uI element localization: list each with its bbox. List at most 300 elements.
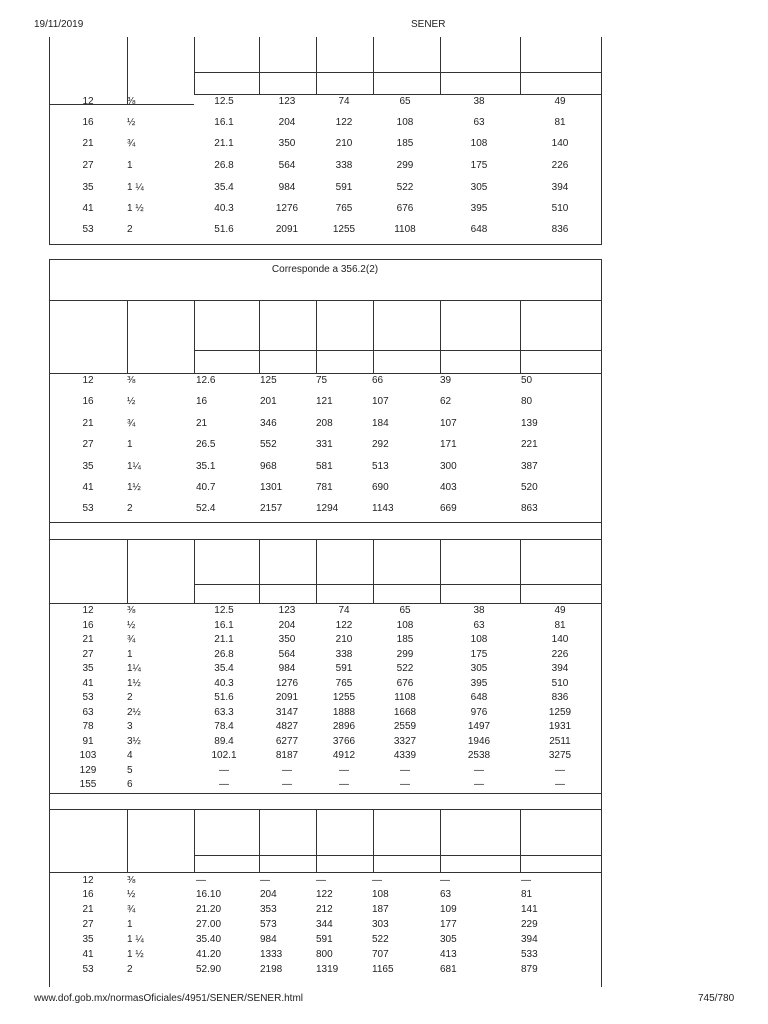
table-cell: — bbox=[521, 875, 531, 886]
table-cell: 63 bbox=[82, 706, 94, 718]
table-cell: 62 bbox=[440, 396, 452, 407]
table-cell: 1 ¼ bbox=[127, 182, 144, 193]
table-cell: 1276 bbox=[275, 203, 299, 214]
table-cell: 52.4 bbox=[196, 503, 216, 514]
table-cell: 122 bbox=[335, 117, 353, 128]
table-cell: 331 bbox=[316, 439, 333, 450]
table-cell: 1255 bbox=[332, 224, 356, 235]
rule-line bbox=[440, 300, 441, 373]
footer-page-number: 745/780 bbox=[698, 993, 735, 1004]
table-cell: 12.5 bbox=[214, 96, 234, 107]
table-cell: 103 bbox=[79, 750, 97, 761]
table-cell: 690 bbox=[372, 482, 389, 493]
table-cell: 74 bbox=[338, 96, 350, 107]
table-cell: 394 bbox=[521, 934, 538, 945]
table-cell: 1497 bbox=[467, 721, 491, 732]
rule-line bbox=[601, 809, 602, 987]
table-cell: 781 bbox=[316, 482, 333, 493]
table-cell: 1259 bbox=[548, 706, 572, 718]
table-cell: 344 bbox=[316, 919, 333, 930]
rule-line bbox=[49, 603, 602, 604]
table-cell: 41 bbox=[82, 203, 94, 214]
table-cell: 765 bbox=[335, 677, 353, 689]
table-cell: 12.5 bbox=[214, 605, 234, 616]
table-cell: 299 bbox=[396, 160, 414, 171]
table-cell: 1255 bbox=[332, 692, 356, 703]
table-cell: 800 bbox=[316, 949, 333, 960]
table-cell: 299 bbox=[396, 648, 414, 660]
table-cell: 41 bbox=[82, 677, 94, 689]
table-cell: 836 bbox=[551, 692, 569, 703]
table-cell: 1108 bbox=[394, 224, 416, 235]
table-cell: 1165 bbox=[372, 964, 394, 975]
table-cell: 513 bbox=[372, 461, 389, 472]
table-cell: 581 bbox=[316, 461, 333, 472]
rule-line bbox=[373, 37, 374, 95]
rule-line bbox=[316, 300, 317, 373]
table-caption: Corresponde a 356.2(2) bbox=[271, 264, 379, 275]
table-cell: 836 bbox=[551, 224, 569, 235]
rule-line bbox=[49, 37, 50, 245]
table-cell: 1333 bbox=[260, 949, 283, 960]
table-cell: 108 bbox=[470, 634, 488, 645]
table-cell: 75 bbox=[316, 375, 328, 386]
table-cell: 65 bbox=[399, 605, 411, 616]
table-cell: 346 bbox=[260, 418, 277, 429]
rule-line bbox=[601, 539, 602, 809]
table-cell: 1319 bbox=[316, 964, 339, 975]
table-cell: 1108 bbox=[394, 692, 416, 703]
rule-line bbox=[194, 300, 195, 373]
table-cell: 522 bbox=[396, 663, 414, 674]
table-cell: 210 bbox=[335, 634, 353, 645]
rule-line bbox=[316, 809, 317, 872]
table-cell: 226 bbox=[551, 160, 569, 171]
table-cell: 91 bbox=[82, 735, 94, 747]
table-cell: 27 bbox=[82, 648, 94, 660]
table-cell: 140 bbox=[551, 634, 569, 645]
table-cell: — bbox=[260, 875, 270, 886]
table-cell: 38 bbox=[473, 96, 485, 107]
table-cell: — bbox=[372, 875, 382, 886]
table-cell: 2 bbox=[127, 964, 133, 975]
rule-line bbox=[49, 244, 602, 245]
table-cell: 350 bbox=[278, 138, 296, 149]
table-cell: 208 bbox=[316, 418, 333, 429]
table-cell: 591 bbox=[335, 182, 353, 193]
table-cell: 2 bbox=[127, 224, 133, 235]
rule-line bbox=[194, 37, 195, 95]
table-cell: — bbox=[555, 779, 565, 790]
rule-line bbox=[127, 300, 128, 373]
rule-line bbox=[194, 539, 195, 603]
rule-line bbox=[127, 37, 128, 105]
table-cell: 338 bbox=[335, 648, 353, 660]
table-cell: ¾ bbox=[127, 904, 136, 915]
table-cell: 552 bbox=[260, 439, 277, 450]
table-cell: ¾ bbox=[127, 138, 136, 149]
table-cell: 681 bbox=[440, 964, 457, 975]
table-cell: 2896 bbox=[332, 721, 356, 732]
table-cell: 3275 bbox=[548, 750, 572, 761]
table-cell: 204 bbox=[278, 117, 296, 128]
table-cell: 108 bbox=[396, 117, 414, 128]
table-cell: 16 bbox=[82, 396, 94, 407]
table-cell: 591 bbox=[335, 663, 353, 674]
table-cell: — bbox=[555, 764, 565, 776]
table-cell: — bbox=[400, 779, 410, 790]
table-cell: 984 bbox=[260, 934, 277, 945]
table-cell: 53 bbox=[82, 224, 94, 235]
table-cell: 1 ¼ bbox=[127, 934, 144, 945]
table-cell: 210 bbox=[335, 138, 353, 149]
table-cell: 21.1 bbox=[214, 138, 234, 149]
table-cell: 413 bbox=[440, 949, 457, 960]
table-cell: 27 bbox=[82, 439, 94, 450]
table-cell: 305 bbox=[470, 182, 488, 193]
table-cell: 51.6 bbox=[214, 224, 234, 235]
table-cell: 12 bbox=[82, 875, 94, 886]
table-cell: ⅜ bbox=[127, 375, 136, 386]
table-cell: 2198 bbox=[260, 964, 283, 975]
table-cell: 2157 bbox=[260, 503, 283, 514]
table-cell: 564 bbox=[278, 648, 296, 660]
table-cell: 63 bbox=[473, 117, 485, 128]
table-cell: 26.5 bbox=[196, 439, 216, 450]
table-cell: 1668 bbox=[393, 706, 417, 718]
table-cell: 108 bbox=[470, 138, 488, 149]
table-cell: — bbox=[339, 764, 349, 776]
table-cell: 669 bbox=[440, 503, 457, 514]
table-cell: 16 bbox=[82, 619, 94, 631]
table-cell: 52.90 bbox=[196, 964, 222, 975]
table-cell: 212 bbox=[316, 904, 333, 915]
table-cell: 21 bbox=[82, 904, 94, 915]
table-cell: 185 bbox=[396, 138, 414, 149]
table-cell: 2091 bbox=[275, 692, 299, 703]
table-cell: 2 bbox=[127, 503, 133, 514]
table-cell: 39 bbox=[440, 375, 452, 386]
table-cell: — bbox=[219, 764, 229, 776]
table-cell: 676 bbox=[396, 677, 414, 689]
table-cell: 564 bbox=[278, 160, 296, 171]
table-cell: — bbox=[474, 779, 484, 790]
table-cell: 1888 bbox=[332, 706, 356, 718]
table-cell: 155 bbox=[79, 779, 97, 790]
rule-line bbox=[49, 793, 602, 794]
table-cell: 122 bbox=[316, 889, 333, 900]
table-cell: 16 bbox=[196, 396, 208, 407]
table-cell: 394 bbox=[551, 182, 569, 193]
table-cell: 80 bbox=[521, 396, 533, 407]
table-cell: 863 bbox=[521, 503, 538, 514]
table-cell: 394 bbox=[551, 663, 569, 674]
table-cell: 2559 bbox=[393, 721, 417, 732]
rule-line bbox=[127, 809, 128, 872]
table-cell: 1294 bbox=[316, 503, 339, 514]
rule-line bbox=[373, 300, 374, 373]
table-cell: 533 bbox=[521, 949, 538, 960]
table-cell: 109 bbox=[440, 904, 457, 915]
table-cell: 16.10 bbox=[196, 889, 222, 900]
table-cell: 78 bbox=[82, 721, 94, 732]
table-cell: 2511 bbox=[549, 735, 571, 747]
table-cell: 177 bbox=[440, 919, 457, 930]
table-cell: 1 ½ bbox=[127, 949, 144, 960]
table-cell: 40.3 bbox=[214, 203, 234, 214]
table-cell: 707 bbox=[372, 949, 389, 960]
table-cell: 175 bbox=[470, 648, 488, 660]
table-cell: 591 bbox=[316, 934, 333, 945]
table-cell: ¾ bbox=[127, 418, 136, 429]
rule-line bbox=[259, 539, 260, 603]
table-cell: 12 bbox=[82, 96, 94, 107]
table-cell: 522 bbox=[372, 934, 389, 945]
rule-line bbox=[440, 539, 441, 603]
table-cell: 50 bbox=[521, 375, 533, 386]
rule-line bbox=[316, 539, 317, 603]
table-cell: 984 bbox=[278, 182, 296, 193]
table-cell: 12.6 bbox=[196, 375, 216, 386]
table-cell: 27 bbox=[82, 160, 94, 171]
rule-line bbox=[373, 809, 374, 872]
table-cell: 35 bbox=[82, 182, 94, 193]
table-cell: — bbox=[196, 875, 206, 886]
table-cell: 1¼ bbox=[127, 461, 141, 472]
table-cell: 21.20 bbox=[196, 904, 222, 915]
table-cell: 1¼ bbox=[127, 663, 141, 674]
table-cell: 74 bbox=[338, 605, 350, 616]
table-cell: 141 bbox=[521, 904, 538, 915]
table-cell: 1½ bbox=[127, 482, 141, 493]
rule-line bbox=[520, 539, 521, 603]
table-cell: 21.1 bbox=[214, 634, 234, 645]
rule-line bbox=[49, 872, 602, 873]
table-cell: 5 bbox=[127, 764, 133, 776]
table-cell: 27 bbox=[82, 919, 94, 930]
table-cell: — bbox=[282, 779, 292, 790]
table-cell: 16.1 bbox=[214, 117, 234, 128]
table-cell: ½ bbox=[127, 619, 136, 631]
table-cell: 353 bbox=[260, 904, 277, 915]
table-cell: 12 bbox=[82, 605, 94, 616]
table-cell: 395 bbox=[470, 677, 488, 689]
table-cell: 522 bbox=[396, 182, 414, 193]
table-cell: 51.6 bbox=[214, 692, 234, 703]
table-cell: 403 bbox=[440, 482, 457, 493]
table-cell: 201 bbox=[260, 396, 277, 407]
table-cell: 185 bbox=[396, 634, 414, 645]
table-cell: 510 bbox=[551, 677, 569, 689]
table-cell: 26.8 bbox=[214, 160, 234, 171]
table-cell: 4 bbox=[127, 750, 133, 761]
rule-line bbox=[259, 809, 260, 872]
table-cell: 12 bbox=[82, 375, 94, 386]
table-cell: 3½ bbox=[127, 735, 141, 747]
rule-line bbox=[49, 373, 602, 374]
table-cell: 1½ bbox=[127, 677, 141, 689]
table-cell: 35.1 bbox=[196, 461, 216, 472]
table-cell: 8187 bbox=[275, 750, 299, 761]
rule-line bbox=[259, 37, 260, 95]
table-cell: 108 bbox=[396, 619, 414, 631]
table-cell: 2091 bbox=[275, 224, 299, 235]
table-cell: 49 bbox=[554, 605, 566, 616]
table-cell: 81 bbox=[554, 117, 566, 128]
rule-line bbox=[127, 539, 128, 603]
table-cell: 187 bbox=[372, 904, 389, 915]
rule-line bbox=[373, 539, 374, 603]
table-cell: 81 bbox=[554, 619, 566, 631]
table-cell: 1 bbox=[127, 439, 133, 450]
table-cell: 35 bbox=[82, 934, 94, 945]
table-cell: 16.1 bbox=[214, 619, 234, 631]
table-cell: 676 bbox=[396, 203, 414, 214]
table-cell: 2 bbox=[127, 692, 133, 703]
table-cell: 3327 bbox=[393, 735, 417, 747]
table-cell: 6277 bbox=[275, 735, 299, 747]
table-cell: 123 bbox=[278, 605, 296, 616]
table-cell: 520 bbox=[521, 482, 538, 493]
table-cell: 16 bbox=[82, 889, 94, 900]
table-cell: ⅜ bbox=[127, 605, 136, 616]
table-cell: 221 bbox=[521, 439, 538, 450]
table-cell: 984 bbox=[278, 663, 296, 674]
table-cell: 122 bbox=[335, 619, 353, 631]
table-cell: 1 bbox=[127, 919, 133, 930]
table-cell: 102.1 bbox=[211, 750, 237, 761]
table-cell: 53 bbox=[82, 964, 94, 975]
table-cell: 107 bbox=[440, 418, 457, 429]
table-cell: 171 bbox=[440, 439, 457, 450]
header-title: SENER bbox=[411, 19, 446, 30]
rule-line bbox=[49, 522, 602, 523]
table-cell: 41 bbox=[82, 949, 94, 960]
table-cell: 38 bbox=[473, 605, 485, 616]
table-cell: 63.3 bbox=[214, 706, 234, 718]
table-cell: 49 bbox=[554, 96, 566, 107]
table-cell: 300 bbox=[440, 461, 457, 472]
table-cell: 40.3 bbox=[214, 677, 234, 689]
table-cell: 395 bbox=[470, 203, 488, 214]
rule-line bbox=[49, 259, 602, 260]
table-cell: 292 bbox=[372, 439, 389, 450]
rule-line bbox=[601, 259, 602, 539]
table-cell: 765 bbox=[335, 203, 353, 214]
table-cell: — bbox=[339, 779, 349, 790]
rule-line bbox=[259, 300, 260, 373]
table-cell: 229 bbox=[521, 919, 538, 930]
table-cell: 16 bbox=[82, 117, 94, 128]
table-cell: 89.4 bbox=[214, 735, 234, 747]
table-cell: 338 bbox=[335, 160, 353, 171]
table-cell: 175 bbox=[470, 160, 488, 171]
table-cell: 4912 bbox=[332, 750, 356, 761]
table-cell: ½ bbox=[127, 889, 136, 900]
table-cell: ½ bbox=[127, 396, 136, 407]
table-cell: 27.00 bbox=[196, 919, 222, 930]
table-cell: 510 bbox=[551, 203, 569, 214]
table-cell: 21 bbox=[196, 418, 208, 429]
table-cell: 879 bbox=[521, 964, 538, 975]
table-cell: 6 bbox=[127, 779, 133, 790]
table-cell: 648 bbox=[470, 692, 488, 703]
table-cell: 350 bbox=[278, 634, 296, 645]
table-cell: 976 bbox=[470, 706, 488, 718]
table-cell: 303 bbox=[372, 919, 389, 930]
table-cell: 1301 bbox=[260, 482, 283, 493]
rule-line bbox=[194, 72, 601, 73]
table-cell: 129 bbox=[79, 764, 97, 776]
table-cell: 573 bbox=[260, 919, 277, 930]
table-cell: 2538 bbox=[467, 750, 491, 761]
table-cell: 21 bbox=[82, 418, 94, 429]
table-cell: 21 bbox=[82, 634, 94, 645]
table-cell: 35 bbox=[82, 663, 94, 674]
table-cell: 41.20 bbox=[196, 949, 222, 960]
table-cell: 63 bbox=[440, 889, 452, 900]
table-cell: 387 bbox=[521, 461, 538, 472]
header-date: 19/11/2019 bbox=[34, 19, 84, 30]
table-cell: 1946 bbox=[467, 735, 491, 747]
rule-line bbox=[194, 350, 601, 351]
table-cell: 226 bbox=[551, 648, 569, 660]
table-cell: 121 bbox=[316, 396, 333, 407]
table-cell: 3147 bbox=[275, 706, 299, 718]
table-cell: ¾ bbox=[127, 634, 136, 645]
table-cell: 78.4 bbox=[214, 721, 234, 732]
rule-line bbox=[316, 37, 317, 95]
table-cell: 21 bbox=[82, 138, 94, 149]
rule-line bbox=[49, 104, 194, 105]
rule-line bbox=[601, 37, 602, 245]
rule-line bbox=[194, 809, 195, 872]
table-cell: 1 bbox=[127, 160, 133, 171]
rule-line bbox=[49, 259, 50, 539]
table-cell: 204 bbox=[260, 889, 277, 900]
rule-line bbox=[194, 855, 601, 856]
table-cell: — bbox=[400, 764, 410, 776]
table-cell: 1931 bbox=[548, 721, 572, 732]
table-cell: 305 bbox=[440, 934, 457, 945]
table-cell: 2½ bbox=[127, 706, 141, 718]
table-cell: — bbox=[219, 779, 229, 790]
rule-line bbox=[440, 37, 441, 95]
rule-line bbox=[520, 809, 521, 872]
table-cell: 35 bbox=[82, 461, 94, 472]
table-cell: 1 ½ bbox=[127, 203, 144, 214]
table-cell: ⅜ bbox=[127, 875, 136, 886]
table-cell: 140 bbox=[551, 138, 569, 149]
rule-line bbox=[440, 809, 441, 872]
table-cell: 41 bbox=[82, 482, 94, 493]
rule-line bbox=[194, 94, 601, 95]
table-cell: 648 bbox=[470, 224, 488, 235]
rule-line bbox=[520, 37, 521, 95]
rule-line bbox=[520, 300, 521, 373]
table-cell: 4339 bbox=[393, 750, 417, 761]
table-cell: ½ bbox=[127, 117, 136, 128]
table-cell: — bbox=[440, 875, 450, 886]
rule-line bbox=[194, 584, 601, 585]
table-cell: 305 bbox=[470, 663, 488, 674]
footer-url: www.dof.gob.mx/normasOficiales/4951/SENER/SENER.html bbox=[34, 993, 303, 1004]
table-cell: 65 bbox=[399, 96, 411, 107]
table-cell: 35.40 bbox=[196, 934, 222, 945]
table-cell: 1143 bbox=[372, 503, 394, 514]
table-cell: 139 bbox=[521, 418, 538, 429]
table-cell: 107 bbox=[372, 396, 389, 407]
